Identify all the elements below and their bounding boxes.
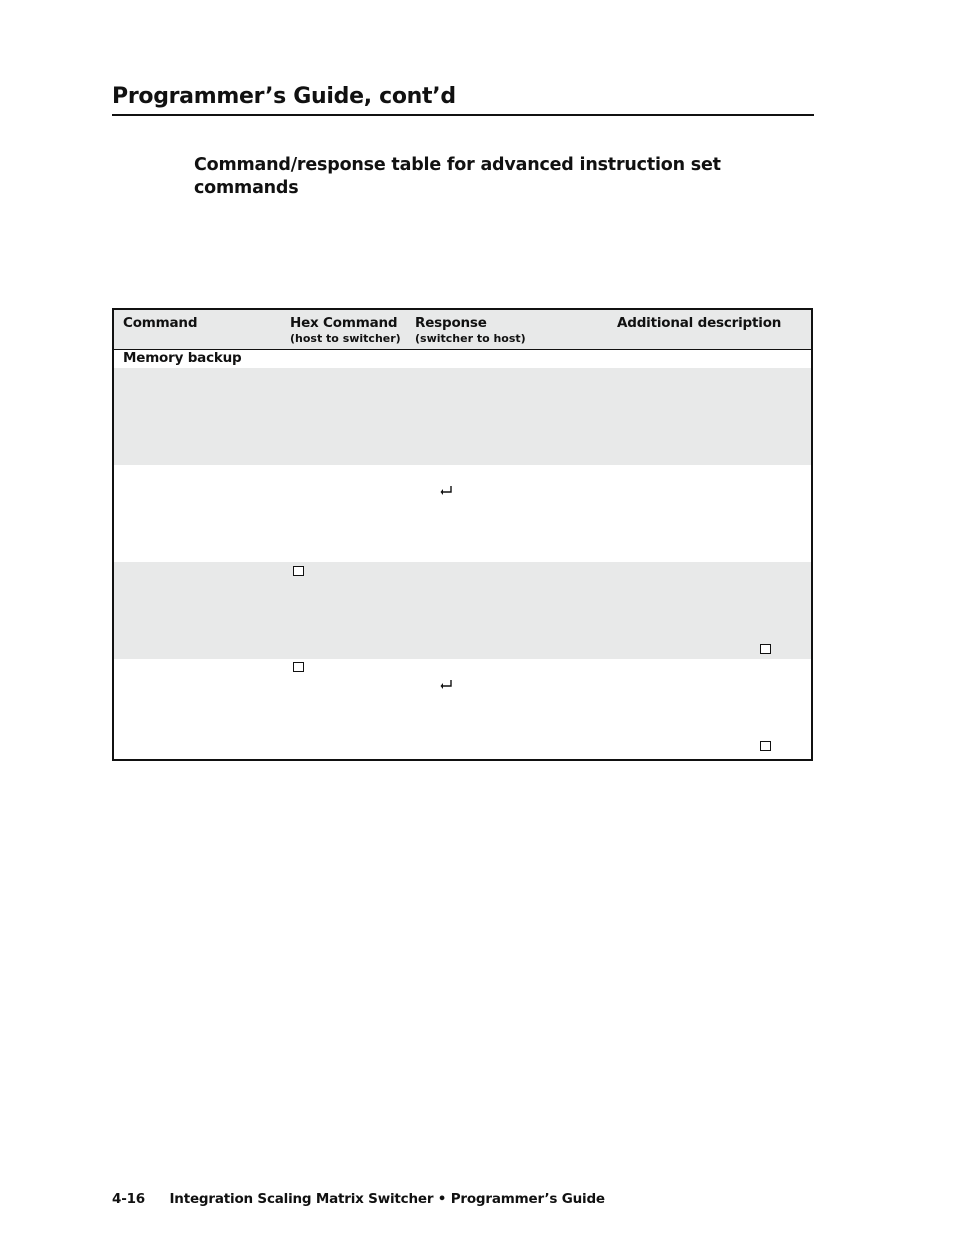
column-header-response: [415, 315, 526, 345]
column-header-hex-command: [290, 315, 401, 345]
space-box-icon: [293, 566, 304, 576]
table-row: [114, 562, 811, 659]
column-header-sublabel: (host to switcher): [290, 332, 401, 345]
page-footer: [112, 1191, 605, 1207]
page-number: 4-16: [112, 1191, 145, 1207]
column-header-label: Hex Command: [290, 315, 398, 331]
table-row: [114, 465, 811, 562]
footer-text: Integration Scaling Matrix Switcher • Programmer’s Guide: [169, 1191, 605, 1207]
space-box-icon: [760, 644, 771, 654]
table-group-row: [114, 350, 811, 368]
command-response-table: [112, 308, 813, 761]
column-header-label: Command: [123, 315, 198, 331]
group-label-memory-backup: Memory backup: [123, 350, 242, 366]
return-icon: [440, 679, 454, 691]
space-box-icon: [760, 741, 771, 751]
return-icon: [440, 485, 454, 497]
column-header-label: Response: [415, 315, 487, 331]
column-header-command: [123, 315, 197, 331]
title-rule: [112, 114, 814, 116]
space-box-icon: [293, 662, 304, 672]
column-header-label: Additional description: [617, 315, 782, 331]
page-title: Programmer’s Guide, cont’d: [112, 84, 456, 109]
table-row: [114, 659, 811, 756]
column-header-sublabel: (switcher to host): [415, 332, 526, 345]
column-header-additional-description: [617, 315, 781, 331]
table-row: [114, 368, 811, 465]
table-header: [114, 310, 811, 350]
section-heading: Command/response table for advanced instruction set commands: [194, 155, 721, 198]
